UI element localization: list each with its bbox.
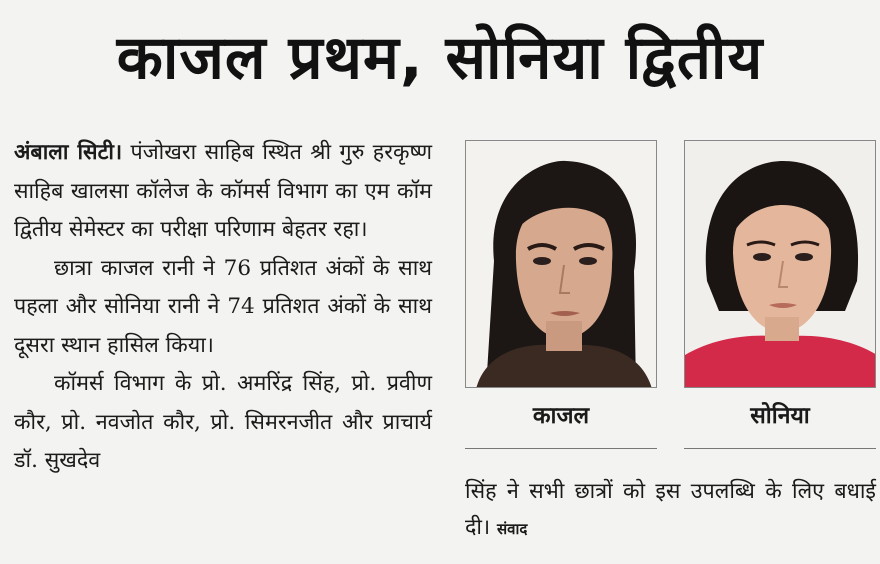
paragraph-1-text: पंजोखरा साहिब स्थित श्री गुरु हरकृष्ण साहिब खालसा कॉलेज के कॉमर्स विभाग का एम कॉम द्वितीय सेमेस्टर का परीक्षा परिणाम बेहतर रहा। [14,140,432,242]
caption-divider [684,448,876,449]
article-paragraph-3: कॉमर्स विभाग के प्रो. अमरिंद्र सिंह, प्रो. प्रवीण कौर, प्रो. नवजोत कौर, प्रो. सिमरनजीत और प्राचार्य डॉ. सुखदेव [14,371,432,473]
caption-divider [465,448,657,449]
article-paragraph-2: छात्रा काजल रानी ने 76 प्रतिशत अंकों के साथ पहला और सोनिया रानी ने 74 प्रतिशत अंकों के साथ दूसरा स्थान हासिल किया। [14,255,432,358]
article-continuation [465,474,876,547]
news-credit: संवाद [496,520,528,538]
photo-caption-sonia: सोनिया [750,403,810,429]
continuation-text: सिंह ने सभी छात्रों को इस उपलब्धि के लिए बधाई दी। [465,479,876,540]
photo-caption-kajal: काजल [532,403,590,429]
article-right-column [465,474,876,547]
photo-kajal [465,140,657,388]
headline: काजल प्रथम, सोनिया द्वितीय [116,23,764,93]
article-paragraph-1 [14,134,432,250]
photo-sonia [684,140,876,388]
dateline: अंबाला सिटी। [14,140,123,165]
article-left-column [14,134,432,481]
